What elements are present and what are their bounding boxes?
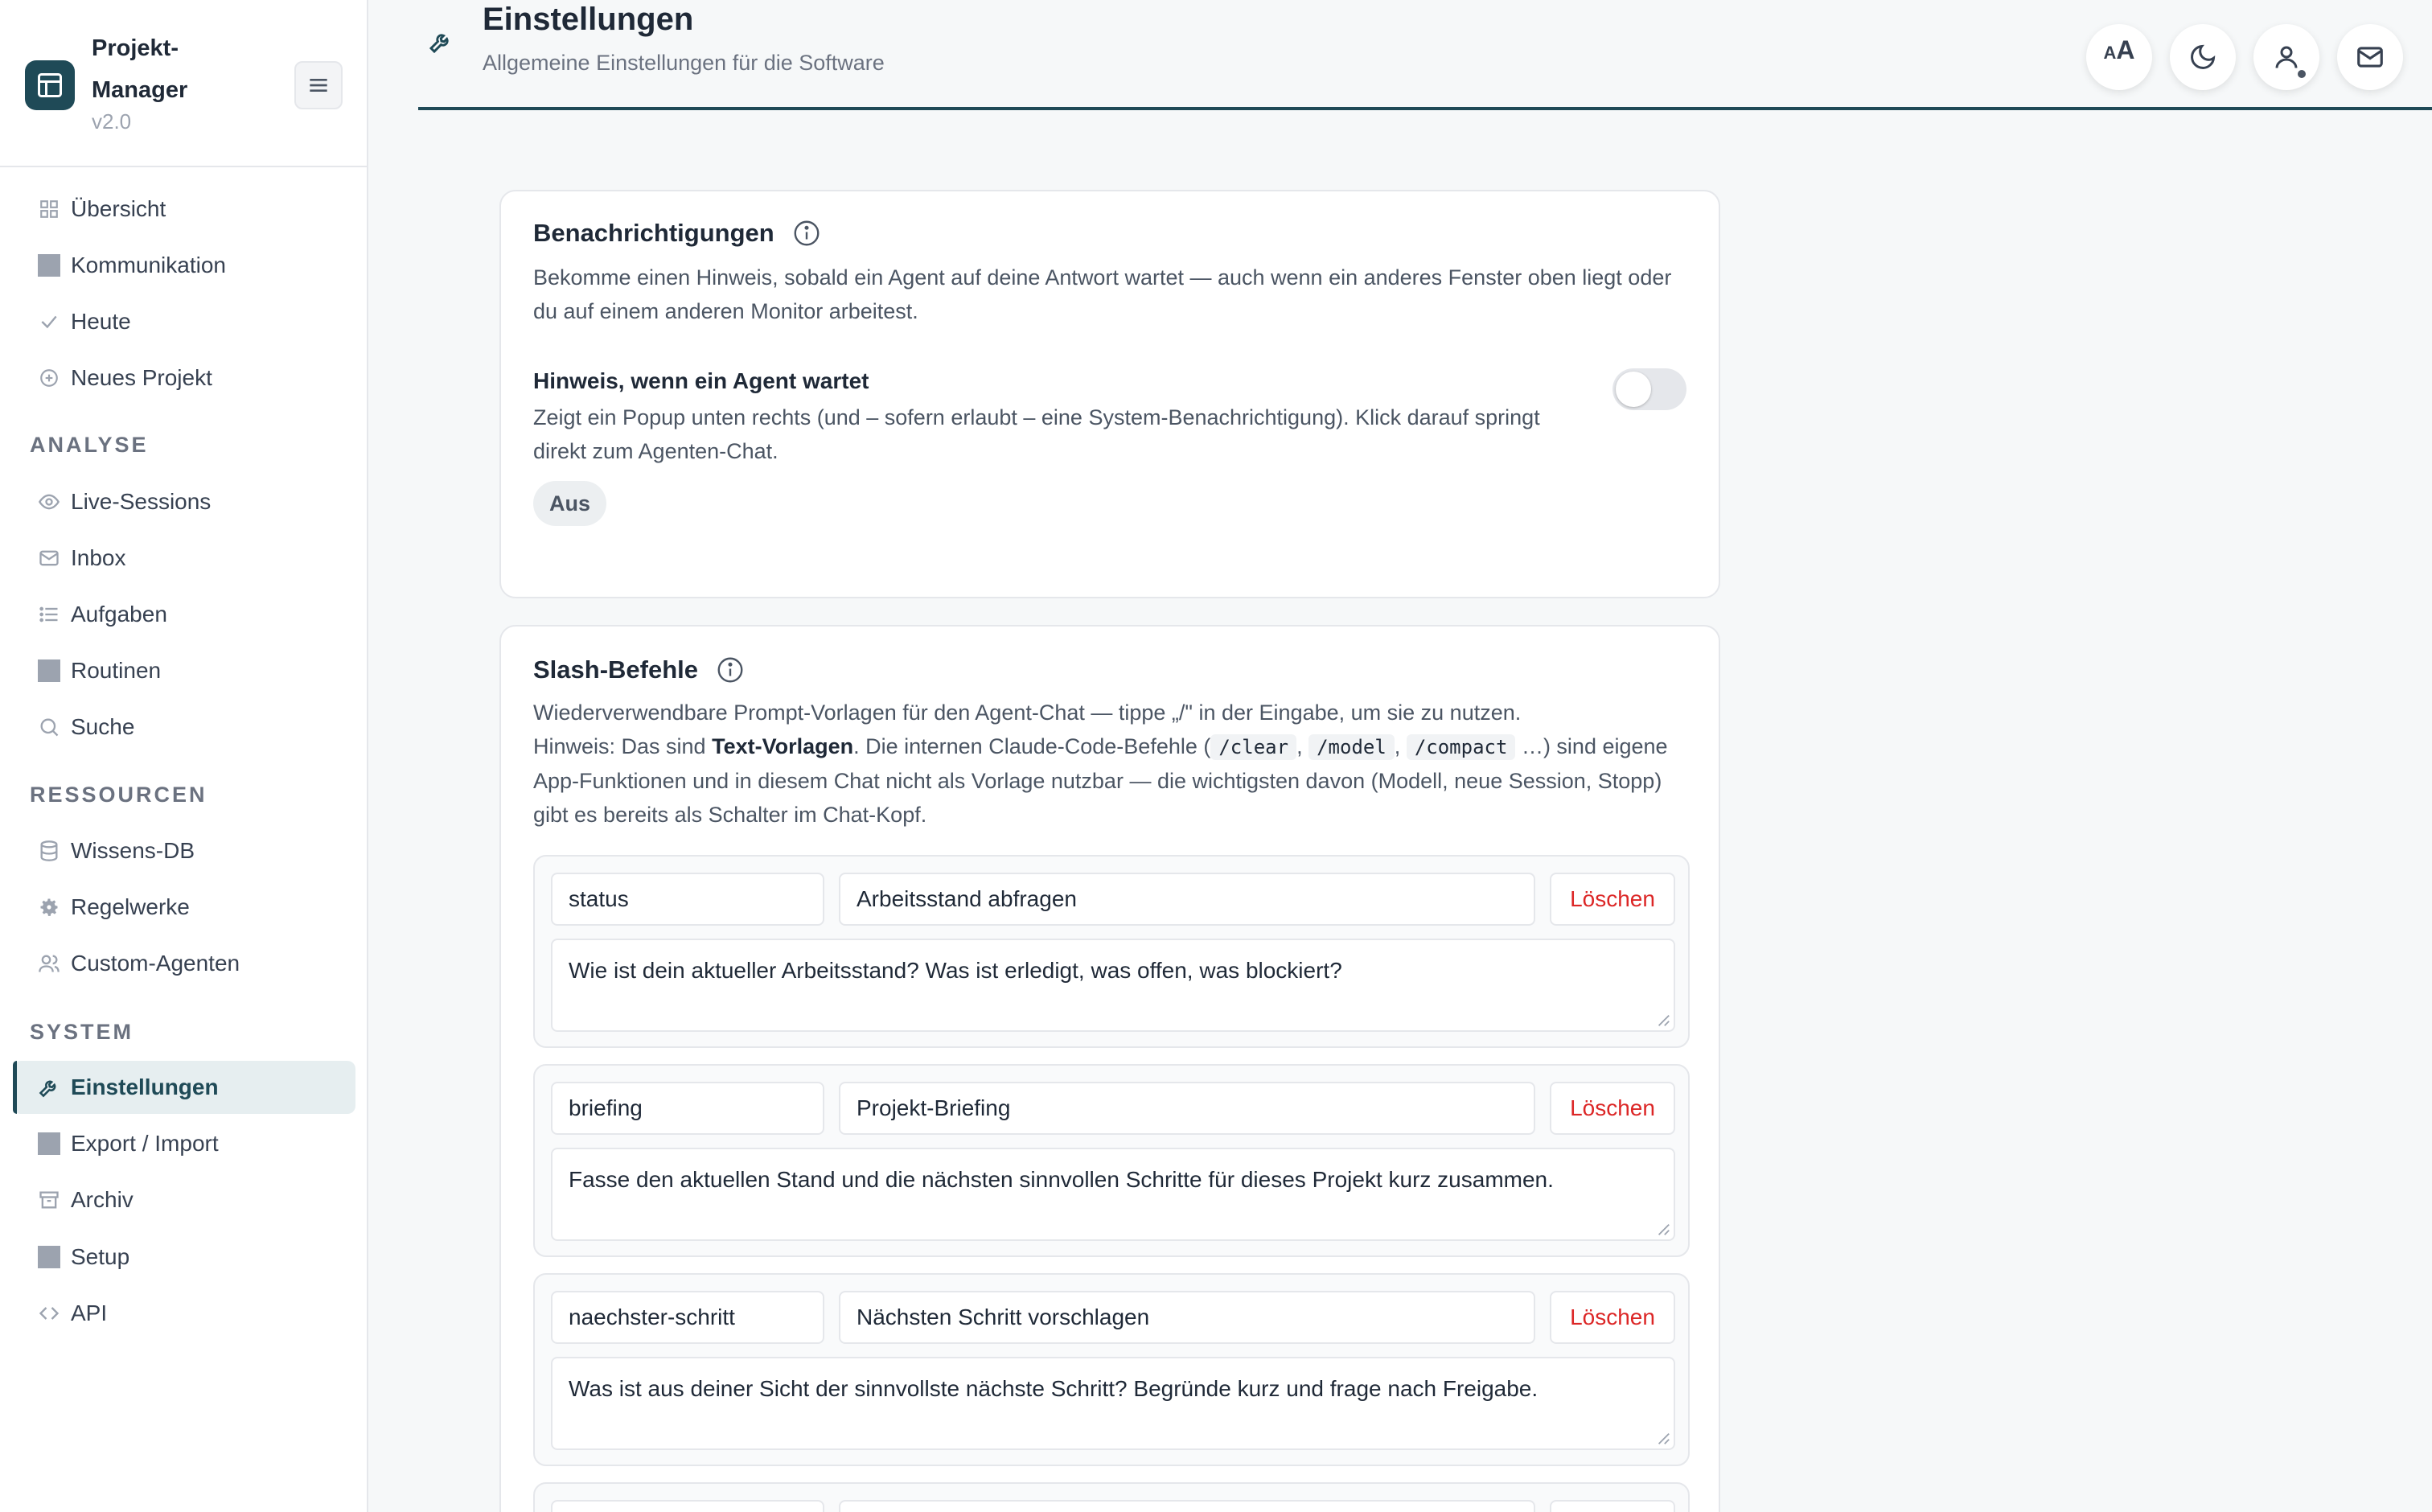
- slash-desc-hint-end: …) sind eigene App-Funktionen und in diesem Chat nicht als Vorlage nutzbar — die wichtigsten davon (Modell, neue Session, Stopp) gibt es bereits als Schalter im Chat-Kopf.: [533, 734, 1668, 827]
- command-prompt-text: Wie ist dein aktueller Arbeitsstand? Was ist erledigt, was offen, was blockiert?: [569, 958, 1342, 983]
- sidebar-item-export-import[interactable]: [13, 1117, 355, 1170]
- sidebar-item-kommunikation[interactable]: [13, 239, 355, 292]
- slash-desc-hint-bold: Text-Vorlagen: [712, 734, 854, 758]
- archive-icon: [25, 1189, 73, 1211]
- sidebar-item-label: Neues Projekt: [71, 365, 212, 390]
- plus-circle-icon: [25, 368, 73, 388]
- database-icon: [25, 840, 73, 862]
- page-header: [418, 0, 2432, 110]
- sidebar-item-label: Kommunikation: [71, 253, 226, 277]
- notifications-card: [499, 190, 1720, 598]
- code-model: /model: [1308, 734, 1395, 760]
- code-icon: [25, 1302, 73, 1325]
- sidebar-item-label: Inbox: [71, 545, 126, 570]
- mail-icon: [2355, 42, 2385, 72]
- sidebar-item-label: Aufgaben: [71, 602, 167, 627]
- mail-icon: [25, 547, 73, 569]
- square-icon: [25, 254, 73, 277]
- sidebar-item-suche[interactable]: [13, 701, 355, 754]
- toggle-knob: [1616, 372, 1651, 407]
- page-title: Einstellungen: [483, 2, 694, 37]
- sidebar-item-routinen[interactable]: [13, 644, 355, 697]
- agent-wait-toggle[interactable]: [1612, 368, 1686, 410]
- slash-command-row: [533, 1273, 1690, 1466]
- delete-command-button[interactable]: [1550, 1500, 1675, 1512]
- sidebar-item-archiv[interactable]: [13, 1173, 355, 1226]
- sidebar-item-setup[interactable]: [13, 1231, 355, 1284]
- slash-commands-card: [499, 625, 1720, 1512]
- separator: ,: [1394, 734, 1401, 758]
- toggle-status-badge: Aus: [533, 481, 606, 526]
- app-name: Projekt-Manager: [92, 35, 188, 103]
- slash-desc-hint-prefix: Hinweis: Das sind: [533, 734, 713, 758]
- page-subtitle: Allgemeine Einstellungen für die Software: [483, 51, 885, 75]
- slash-command-row: [533, 1064, 1690, 1257]
- sidebar-item-label: Archiv: [71, 1187, 134, 1212]
- sidebar-item-label: Übersicht: [71, 196, 166, 221]
- app-version: v2.0: [92, 109, 132, 134]
- square-icon: [25, 1132, 73, 1155]
- list-icon: [25, 603, 73, 626]
- app-logo-icon: [25, 60, 75, 110]
- sidebar-item-wissens-db[interactable]: [13, 824, 355, 877]
- sidebar-item-heute[interactable]: [13, 295, 355, 348]
- notifications-title-text: Benachrichtigungen: [533, 219, 774, 247]
- notifications-title: [533, 219, 821, 248]
- search-icon: [25, 716, 73, 738]
- section-heading-ressourcen: RESSOURCEN: [30, 783, 207, 807]
- check-icon: [25, 311, 73, 332]
- command-title-input[interactable]: [839, 1500, 1535, 1512]
- notifications-description: Bekomme einen Hinweis, sobald ein Agent auf deine Antwort wartet — auch wenn ein anderes Fenster oben liegt oder du auf einem anderen Monitor arbeitest.: [533, 265, 1672, 323]
- font-size-button[interactable]: [2086, 24, 2152, 90]
- command-prompt-textarea[interactable]: [551, 939, 1675, 1032]
- sidebar-item-label: Regelwerke: [71, 894, 190, 919]
- delete-command-button[interactable]: Löschen: [1550, 1082, 1675, 1135]
- slash-commands-title-text: Slash-Befehle: [533, 655, 699, 684]
- messages-button[interactable]: [2337, 24, 2403, 90]
- code-compact: /compact: [1407, 734, 1516, 760]
- command-name-input[interactable]: naechster-schritt: [551, 1291, 824, 1344]
- sidebar-toggle-button[interactable]: [294, 61, 343, 109]
- sidebar-item-uebersicht[interactable]: [13, 183, 355, 236]
- sidebar-item-label: Routinen: [71, 658, 162, 683]
- command-prompt-textarea[interactable]: [551, 1357, 1675, 1450]
- agent-wait-toggle-description: Zeigt ein Popup unten rechts (und – sofern erlaubt – eine System-Benachrichtigung). Klick darauf springt direkt zum Agenten-Chat.: [533, 405, 1540, 463]
- theme-toggle-button[interactable]: [2170, 24, 2236, 90]
- section-heading-system: SYSTEM: [30, 1020, 134, 1044]
- users-icon: [25, 952, 73, 975]
- gear-icon: [25, 896, 73, 918]
- resize-grip-icon[interactable]: [1656, 1431, 1670, 1445]
- sidebar-item-inbox[interactable]: [13, 532, 355, 585]
- delete-command-button[interactable]: Löschen: [1550, 1291, 1675, 1344]
- slash-command-row: [533, 855, 1690, 1048]
- sidebar-item-label: Live-Sessions: [71, 489, 212, 514]
- sidebar-item-label: Export / Import: [71, 1131, 219, 1156]
- info-icon[interactable]: [792, 219, 821, 248]
- resize-grip-icon[interactable]: [1656, 1222, 1670, 1236]
- separator: ,: [1296, 734, 1303, 758]
- grid-icon: [25, 199, 73, 220]
- slash-desc-hint-mid: . Die internen Claude-Code-Befehle (: [853, 734, 1211, 758]
- square-icon: [25, 659, 73, 682]
- sidebar-item-neues-projekt[interactable]: [13, 351, 355, 405]
- delete-command-button[interactable]: Löschen: [1550, 873, 1675, 926]
- command-prompt-text: Fasse den aktuellen Stand und die nächsten sinnvollen Schritte für dieses Projekt kurz zusammen.: [569, 1167, 1554, 1192]
- user-icon: [2272, 43, 2301, 72]
- sidebar-item-label: API: [71, 1300, 108, 1325]
- sidebar-item-label: Einstellungen: [71, 1074, 219, 1099]
- section-heading-analyse: ANALYSE: [30, 433, 149, 457]
- sidebar-item-live-sessions[interactable]: [13, 475, 355, 528]
- sidebar-item-custom-agenten[interactable]: [13, 937, 355, 990]
- command-prompt-text: Was ist aus deiner Sicht der sinnvollste nächste Schritt? Begründe kurz und frage nach Freigabe.: [569, 1376, 1538, 1401]
- slash-desc-line1: Wiederverwendbare Prompt-Vorlagen für den Agent-Chat — tippe „/" in der Eingabe, um sie zu nutzen.: [533, 701, 1522, 725]
- square-icon: [25, 1246, 73, 1268]
- sidebar-item-label: Suche: [71, 714, 135, 739]
- command-title-input[interactable]: Projekt-Briefing: [839, 1082, 1535, 1135]
- command-name-input[interactable]: [551, 1500, 824, 1512]
- user-profile-button[interactable]: [2253, 24, 2319, 90]
- sidebar-item-aufgaben[interactable]: [13, 588, 355, 641]
- sidebar-item-label: Wissens-DB: [71, 838, 195, 863]
- slash-command-row-partial: [533, 1482, 1690, 1512]
- eye-icon: [25, 491, 73, 513]
- command-name-input[interactable]: status: [551, 873, 824, 926]
- resize-grip-icon[interactable]: [1656, 1013, 1670, 1027]
- sidebar-item-label: Heute: [71, 309, 131, 334]
- sidebar-item-label: Custom-Agenten: [71, 951, 240, 976]
- slash-commands-title: [533, 655, 745, 684]
- brand: [0, 0, 367, 167]
- command-name-input[interactable]: briefing: [551, 1082, 824, 1135]
- command-prompt-textarea[interactable]: [551, 1148, 1675, 1241]
- font-size-icon: [2104, 35, 2135, 65]
- sidebar-item-api[interactable]: [13, 1287, 355, 1340]
- sidebar-item-einstellungen[interactable]: [13, 1061, 355, 1114]
- wrench-icon: [25, 1076, 73, 1099]
- command-title-input[interactable]: Nächsten Schritt vorschlagen: [839, 1291, 1535, 1344]
- sidebar: [0, 0, 368, 1512]
- sidebar-item-regelwerke[interactable]: [13, 881, 355, 934]
- sidebar-item-label: Setup: [71, 1244, 130, 1269]
- moon-icon: [2188, 43, 2217, 72]
- font-size-large-glyph: A: [2116, 35, 2135, 64]
- status-dot: [2295, 68, 2308, 80]
- font-size-small-glyph: A: [2103, 42, 2117, 63]
- hamburger-icon: [306, 72, 331, 98]
- wrench-icon: [428, 29, 454, 59]
- info-icon[interactable]: [716, 655, 745, 684]
- code-clear: /clear: [1210, 734, 1296, 760]
- command-title-input[interactable]: Arbeitsstand abfragen: [839, 873, 1535, 926]
- slash-commands-description: [533, 696, 1683, 832]
- agent-wait-toggle-title: Hinweis, wenn ein Agent wartet: [533, 368, 869, 393]
